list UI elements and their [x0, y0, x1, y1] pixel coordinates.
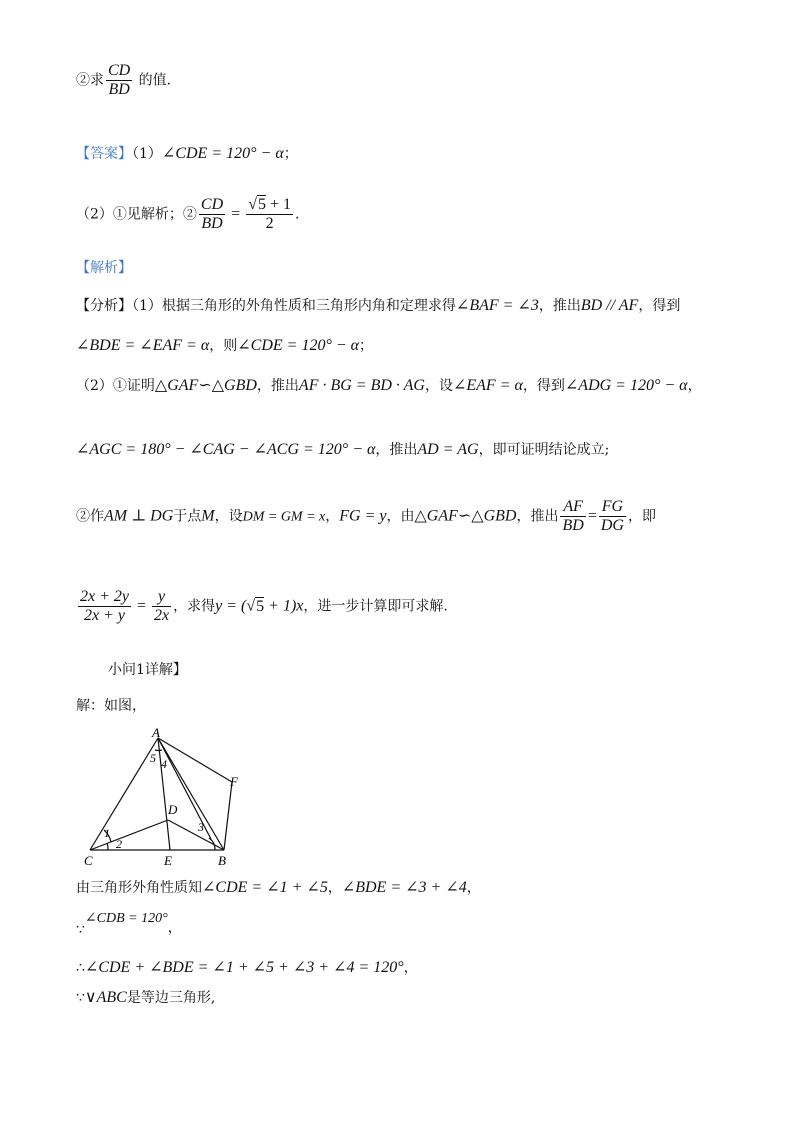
label-1: 1: [104, 826, 110, 840]
math-expr: FG = y: [339, 507, 387, 525]
answer-part2-end: .: [295, 206, 300, 223]
equals-sign: =: [133, 597, 151, 615]
fraction-sqrt5: [246, 196, 293, 233]
frac-num: CD: [108, 62, 131, 79]
angle-mark-2: [107, 843, 108, 850]
sqrt-sign: √: [248, 196, 257, 213]
analysis-line-3: [76, 376, 702, 396]
analysis-text: （1）根据三角形的外角性质和三角形内角和定理求得: [132, 298, 456, 314]
fraction-fg-dg: [599, 498, 626, 535]
solution-intro: 解：如图，: [76, 698, 146, 714]
analysis-line-5: [76, 498, 656, 535]
label-c: C: [84, 853, 93, 868]
after-line-3: [76, 958, 418, 978]
sqrt-radicand: 5: [257, 196, 266, 213]
label-a: A: [152, 726, 160, 740]
fraction-cd-bd-2: [199, 196, 225, 233]
geometry-figure: [82, 726, 262, 871]
sqrt-radicand: 5: [256, 597, 265, 615]
math-expr: △GAF∽△GBD: [154, 377, 257, 394]
frac-num: CD: [200, 196, 224, 213]
therefore-sign: ∴: [76, 960, 85, 976]
segment-fb: [224, 782, 232, 850]
fraction-2x2y: [78, 588, 131, 625]
equals-sign: =: [227, 205, 245, 223]
math-expr: ∠BDE = ∠3 + ∠4: [341, 879, 467, 896]
fraction-cd-bd: [106, 62, 132, 99]
math-expr: M: [201, 507, 215, 525]
math-expr: ∠BDE = ∠EAF = α: [76, 337, 210, 354]
math-expr: △GAF∽△GBD: [414, 507, 517, 525]
segment-ac: [90, 738, 158, 850]
math-expr: ∠CDB = 120°: [84, 911, 168, 926]
math-expr: ∠ADG = 120° − α: [564, 377, 688, 394]
solution-text: ，: [466, 880, 481, 896]
math-expr: y = (: [215, 597, 247, 615]
analysis-text: ，则: [209, 338, 238, 354]
analysis-text: 于点: [173, 508, 202, 525]
analysis-text: ，推出: [516, 508, 559, 525]
math-expr: DM = GM = x: [242, 509, 326, 525]
frac-den: 2x: [154, 607, 170, 624]
frac-num: 2x + 2y: [80, 588, 129, 605]
analysis-text: ，得到: [638, 298, 681, 314]
frac-num: FG: [599, 498, 626, 517]
angle-mark-45: [155, 750, 162, 751]
label-e: E: [164, 853, 172, 868]
analysis-text: ，求得: [173, 598, 216, 615]
frac-num: [246, 196, 293, 215]
label-2: 2: [116, 837, 122, 851]
plus-one: + 1: [265, 196, 291, 213]
frac-num: AF: [560, 498, 585, 517]
frac-den: BD: [201, 215, 223, 232]
analysis-text: ，即: [627, 508, 656, 525]
math-expr: ∨ABC: [84, 989, 127, 1006]
label-b: B: [218, 853, 226, 868]
math-expr: ∠EAF = α: [452, 377, 523, 394]
after-line-1: [76, 878, 481, 898]
frac-den: BD: [108, 81, 130, 98]
answer-line-2: [76, 196, 299, 233]
frac-den: 2: [265, 215, 274, 232]
analysis-text: ②作: [76, 508, 104, 525]
analysis-text: ，设: [424, 378, 453, 394]
solution-text: ，: [167, 920, 182, 936]
analysis-text: ，进一步计算即可求解.: [303, 598, 448, 615]
answer-part1-expr: ∠CDE = 120° − α: [161, 145, 284, 162]
sub-question-1-heading: 小问1详解】: [108, 662, 187, 678]
fraction-y-2x: [152, 588, 171, 625]
analysis-line-6: [76, 588, 448, 625]
math-expr: ∠CDE = ∠1 + ∠5: [202, 879, 328, 896]
solution-text: ，: [403, 960, 418, 976]
analysis-tag: 【分析】: [76, 298, 132, 314]
fraction-af-bd: [560, 498, 585, 535]
math-expr: ∠AGC = 180° − ∠CAG − ∠ACG = 120° − α: [76, 441, 376, 458]
analysis-text: （2）①证明: [76, 378, 155, 394]
label-f: F: [230, 774, 238, 789]
answer-part1-prefix: （1）: [132, 146, 162, 162]
solution-text: 是等边三角形,: [126, 990, 216, 1006]
label-4: 4: [161, 757, 167, 771]
because-sign: ∵: [76, 990, 85, 1006]
analysis-text: ，得到: [522, 378, 565, 394]
analysis-text: ，即可证明结论成立;: [478, 442, 610, 458]
analysis-text: ，推出: [538, 298, 581, 314]
jiexi-tag: 【解析】: [76, 260, 132, 276]
solution-text: ，: [327, 880, 342, 896]
analysis-line-4: [76, 440, 609, 460]
frac-den: DG: [600, 517, 624, 534]
because-sign: ∵: [76, 922, 85, 938]
label-3: 3: [198, 820, 204, 834]
math-expr: AM ⊥ DG: [104, 507, 174, 525]
math-expr: ∠BAF = ∠3: [455, 297, 539, 314]
label-d: D: [168, 802, 178, 817]
answer-part1-end: ；: [283, 146, 298, 162]
math-expr: AD = AG: [417, 441, 479, 458]
frac-num: y: [152, 588, 171, 607]
answer-line-1: [76, 144, 298, 164]
analysis-text: ，推出: [256, 378, 299, 394]
solution-text: 由三角形外角性质知: [76, 880, 202, 896]
answer-part2-prefix: （2）①见解析；②: [76, 206, 197, 223]
q2-line: [76, 62, 171, 99]
analysis-text: ，由: [386, 508, 415, 525]
analysis-text: ，: [325, 508, 340, 525]
after-line-4: [76, 988, 215, 1008]
math-expr: ∠CDE = 120° − α: [237, 337, 360, 354]
math-expr: BD // AF: [580, 297, 639, 314]
math-expr: + 1)x: [264, 597, 304, 615]
frac-den: BD: [562, 517, 584, 534]
q2-label: ②求: [76, 72, 104, 89]
after-line-2: [76, 911, 182, 938]
analysis-text: ，设: [214, 508, 243, 525]
answer-tag: 【答案】: [76, 146, 132, 162]
math-expr: AF · BG = BD · AG: [298, 377, 425, 394]
label-5: 5: [150, 751, 156, 765]
math-expr: ∠CDE + ∠BDE = ∠1 + ∠5 + ∠3 + ∠4 = 120°: [84, 959, 404, 976]
segment-cd: [90, 820, 168, 850]
analysis-text: ；: [359, 338, 374, 354]
analysis-line-1: [76, 296, 680, 316]
analysis-text: ，推出: [375, 442, 418, 458]
q2-tail: 的值.: [134, 72, 172, 89]
sqrt-sign: √: [246, 597, 256, 615]
analysis-line-2: [76, 336, 373, 356]
analysis-text: ，: [687, 378, 702, 394]
equals-sign: =: [587, 507, 597, 525]
frac-den: 2x + y: [84, 607, 125, 624]
